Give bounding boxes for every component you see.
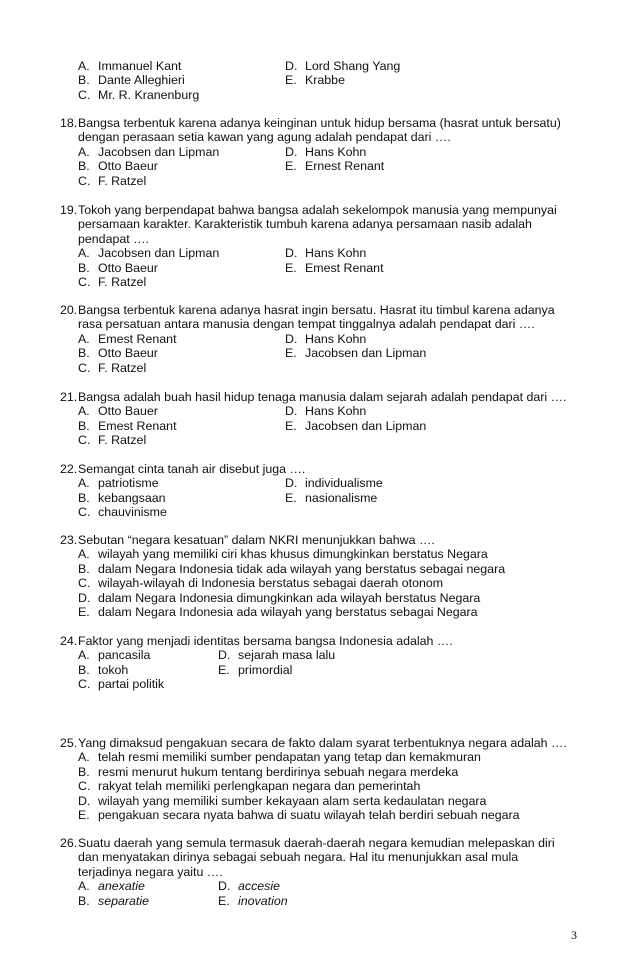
stem-line: Faktor yang menjadi identitas bersama bangsa Indonesia adalah …. [78, 634, 453, 648]
option-letter: C. [78, 274, 91, 289]
option-row [60, 73, 580, 87]
option-text: Krabbe [305, 73, 345, 88]
option-text: dalam Negara Indonesia ada wilayah yang berstatus sebagai Negara [98, 604, 478, 619]
option-text: wilayah-wilayah di Indonesia berstatus sebagai daerah otonom [98, 576, 444, 591]
option-text: Otto Bauer [98, 404, 158, 419]
stem-line: Tokoh yang berpendapat bahwa bangsa adalah sekelompok manusia yang mempunyai [78, 203, 557, 217]
option-row [60, 174, 580, 188]
option-text: Hans Kohn [305, 331, 367, 346]
option-text: Jacobsen dan Lipman [305, 346, 427, 361]
option-text: nasionalisme [305, 490, 378, 505]
option-text: Jacobsen dan Lipman [98, 246, 220, 261]
question-number: 24. [60, 634, 78, 648]
option-letter: B. [78, 159, 90, 174]
option-row [60, 59, 580, 73]
option-letter: B. [78, 418, 90, 433]
option-text: Hans Kohn [305, 246, 367, 261]
question-stem [60, 203, 580, 217]
option-text: Emest Renant [305, 260, 384, 275]
option-letter: E. [285, 418, 297, 433]
option-text: individualisme [305, 476, 383, 491]
stem-line: pendapat …. [78, 231, 149, 246]
option-row [60, 663, 580, 677]
stem-line: Bangsa terbentuk karena adanya hasrat ingin bersatu. Hasrat itu timbul karena adanya [78, 303, 555, 317]
option-text: pancasila [98, 648, 151, 663]
stem-line: dengan perasaan setia kawan yang agung adalah pendapat dari …. [78, 130, 451, 145]
stem-line: persamaan karakter. Karakteristik tumbuh karena adanya persamaan nasib adalah [78, 217, 532, 232]
option-letter: A. [78, 648, 90, 663]
option-text: Otto Baeur [98, 260, 158, 275]
option-letter: D. [78, 590, 91, 605]
option-row [60, 677, 580, 691]
option-letter: A. [78, 246, 90, 261]
option-row [60, 591, 580, 605]
option-text: wilayah yang memiliki ciri khas khusus dimungkinkan berstatus Negara [98, 547, 488, 562]
option-text: accesie [238, 879, 281, 894]
option-row [60, 433, 580, 447]
option-letter: C. [78, 505, 91, 520]
option-letter: D. [285, 246, 298, 261]
option-letter: A. [78, 144, 90, 159]
question-21 [60, 390, 580, 448]
option-letter: A. [78, 59, 90, 73]
option-letter: E. [285, 260, 297, 275]
option-letter: B. [78, 490, 90, 505]
option-letter: B. [78, 893, 90, 908]
option-row [60, 894, 580, 908]
option-text: kebangsaan [98, 490, 166, 505]
question-number: 21. [60, 390, 78, 404]
option-text: chauvinisme [98, 505, 167, 520]
option-letter: D. [218, 879, 231, 894]
option-letter: C. [78, 360, 91, 375]
option-row [60, 346, 580, 360]
option-row [60, 361, 580, 375]
option-text: tokoh [98, 662, 129, 677]
option-letter: B. [78, 764, 90, 779]
option-row [60, 491, 580, 505]
option-row [60, 779, 580, 793]
option-text: Emest Renant [98, 418, 177, 433]
option-text: wilayah yang memiliki sumber kekayaan alam serta kedaulatan negara [98, 793, 487, 808]
option-text: Jacobsen dan Lipman [305, 418, 427, 433]
option-letter: B. [78, 662, 90, 677]
option-letter: C. [78, 576, 91, 591]
question-number: 23. [60, 533, 78, 547]
option-text: primordial [238, 662, 293, 677]
option-letter: E. [218, 893, 230, 908]
option-row [60, 88, 580, 102]
option-letter: D. [285, 59, 298, 73]
option-row [60, 562, 580, 576]
option-row [60, 332, 580, 346]
question-17-options [60, 59, 580, 102]
option-row [60, 879, 580, 893]
option-text: sejarah masa lalu [238, 648, 336, 663]
option-letter: C. [78, 433, 91, 448]
question-number: 26. [60, 836, 78, 850]
option-row [60, 648, 580, 662]
option-letter: E. [218, 662, 230, 677]
option-row [60, 246, 580, 260]
option-letter: E. [285, 159, 297, 174]
option-row [60, 476, 580, 490]
question-stem [60, 533, 580, 547]
option-letter: D. [78, 793, 91, 808]
option-letter: E. [285, 73, 297, 88]
option-text: F. Ratzel [98, 360, 147, 375]
question-stem [60, 116, 580, 130]
question-23 [60, 533, 580, 619]
stem-line: Suatu daerah yang semula termasuk daerah-daerah negara kemudian melepaskan diri [78, 836, 555, 850]
option-letter: E. [285, 346, 297, 361]
option-text: Dante Alleghieri [98, 73, 185, 88]
stem-line: Bangsa adalah buah hasil hidup tenaga manusia dalam sejarah adalah pendapat dari …. [78, 390, 567, 404]
option-letter: A. [78, 404, 90, 419]
option-row [60, 765, 580, 779]
option-row [60, 794, 580, 808]
stem-line: dan menyatakan dirinya sebagai sebuah negara. Hal itu menunjukkan asal mula [78, 850, 519, 865]
question-26 [60, 836, 580, 908]
option-text: dalam Negara Indonesia dimungkinkan ada wilayah berstatus Negara [98, 590, 481, 605]
page-number: 3 [571, 928, 577, 942]
option-row [60, 808, 580, 822]
option-text: Immanuel Kant [98, 59, 182, 73]
option-letter: B. [78, 561, 90, 576]
stem-line: Sebutan “negara kesatuan” dalam NKRI menunjukkan bahwa …. [78, 533, 435, 547]
option-row [60, 750, 580, 764]
option-text: Otto Baeur [98, 346, 158, 361]
option-text: partai politik [98, 677, 165, 692]
option-letter: A. [78, 547, 90, 562]
question-18 [60, 116, 580, 188]
question-stem [60, 634, 580, 648]
option-letter: A. [78, 879, 90, 894]
question-22 [60, 462, 580, 520]
option-row [60, 404, 580, 418]
option-row [60, 576, 580, 590]
option-row [60, 419, 580, 433]
option-text: Ernest Renant [305, 159, 385, 174]
option-row [60, 145, 580, 159]
option-letter: B. [78, 73, 90, 88]
question-stem [60, 462, 580, 476]
option-row [60, 261, 580, 275]
option-letter: E. [78, 807, 90, 822]
option-text: rakyat telah memiliki perlengkapan negara dan pemerintah [98, 779, 421, 794]
question-number: 22. [60, 462, 78, 476]
option-row [60, 275, 580, 289]
option-text: separatie [98, 893, 149, 908]
option-row [60, 505, 580, 519]
question-19 [60, 203, 580, 289]
option-letter: D. [285, 404, 298, 419]
option-text: dalam Negara Indonesia tidak ada wilayah yang berstatus sebagai negara [98, 561, 506, 576]
question-stem [60, 736, 580, 750]
question-20 [60, 303, 580, 375]
question-stem [60, 303, 580, 317]
option-text: F. Ratzel [98, 274, 147, 289]
option-text: Jacobsen dan Lipman [98, 144, 220, 159]
option-letter: D. [285, 144, 298, 159]
option-text: F. Ratzel [98, 433, 147, 448]
option-letter: C. [78, 87, 91, 102]
stem-line: terjadinya negara yaitu …. [78, 864, 223, 879]
option-letter: D. [285, 476, 298, 491]
option-letter: B. [78, 260, 90, 275]
option-letter: C. [78, 173, 91, 188]
option-letter: E. [285, 490, 297, 505]
question-number: 25. [60, 736, 78, 750]
question-number: 18. [60, 116, 78, 130]
option-text: pengakuan secara nyata bahwa di suatu wilayah telah berdiri sebuah negara [98, 807, 520, 822]
question-number: 20. [60, 303, 78, 317]
option-text: telah resmi memiliki sumber pendapatan yang tetap dan kemakmuran [98, 750, 481, 765]
option-row [60, 547, 580, 561]
option-text: anexatie [98, 879, 145, 894]
option-letter: C. [78, 677, 91, 692]
stem-line: Bangsa terbentuk karena adanya keinginan untuk hidup bersama (hasrat untuk bersatu) [78, 116, 561, 130]
option-row [60, 605, 580, 619]
option-letter: A. [78, 750, 90, 765]
option-row [60, 159, 580, 173]
question-25 [60, 736, 580, 822]
option-text: Emest Renant [98, 331, 177, 346]
option-letter: B. [78, 346, 90, 361]
option-text: Otto Baeur [98, 159, 158, 174]
option-text: F. Ratzel [98, 173, 147, 188]
question-24 [60, 634, 580, 692]
option-text: Hans Kohn [305, 144, 367, 159]
question-number: 19. [60, 203, 78, 217]
option-text: Lord Shang Yang [305, 59, 401, 73]
stem-line: Yang dimaksud pengakuan secara de fakto dalam syarat terbentuknya negara adalah …. [78, 736, 567, 750]
question-stem [60, 390, 580, 404]
option-text: Mr. R. Kranenburg [98, 87, 200, 102]
option-letter: A. [78, 331, 90, 346]
option-text: inovation [238, 893, 288, 908]
option-letter: D. [218, 648, 231, 663]
stem-line: rasa persatuan antara manusia dengan tempat tinggalnya adalah pendapat dari …. [78, 317, 535, 332]
option-letter: A. [78, 476, 90, 491]
option-letter: E. [78, 604, 90, 619]
stem-line: Semangat cinta tanah air disebut juga …. [78, 462, 306, 476]
option-text: Hans Kohn [305, 404, 367, 419]
question-stem [60, 836, 580, 850]
option-letter: C. [78, 779, 91, 794]
option-letter: D. [285, 331, 298, 346]
option-text: resmi menurut hukum tentang berdirinya sebuah negara merdeka [98, 764, 459, 779]
option-text: patriotisme [98, 476, 159, 491]
